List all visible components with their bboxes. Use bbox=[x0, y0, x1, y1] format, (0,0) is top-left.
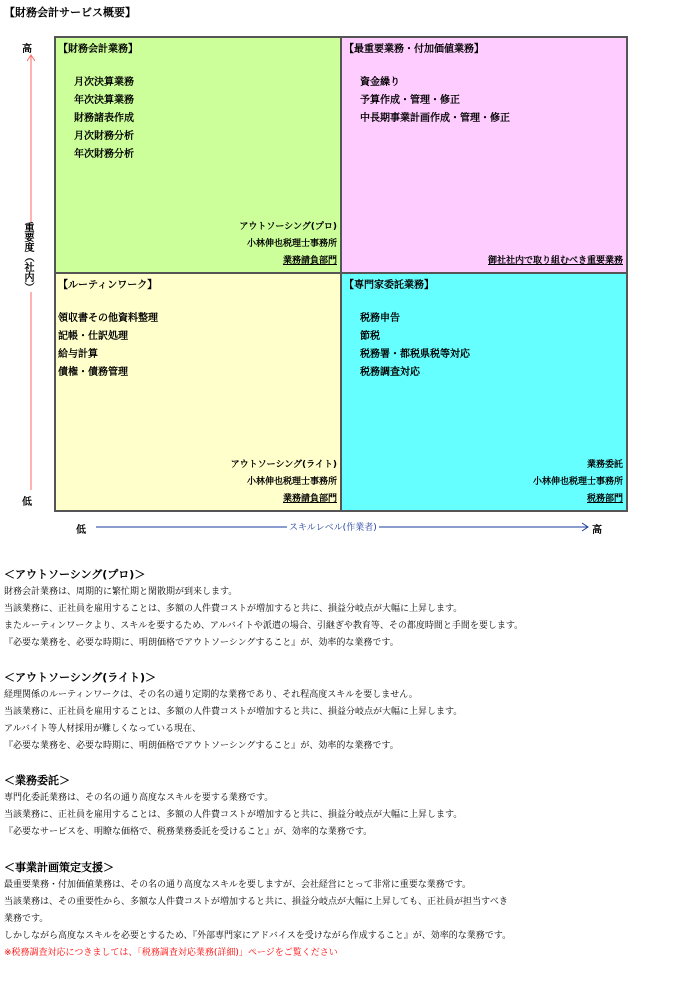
x-axis-label: スキルレベル(作業者) bbox=[287, 520, 379, 533]
list-item: 節税 bbox=[360, 331, 380, 342]
section-line: 業務です。 bbox=[4, 914, 49, 924]
list-item: 給与計算 bbox=[58, 349, 98, 360]
section-line: しかしながら高度なスキルを必要とするため、『外部専門家にアドバイスを受けながら作成すること』が、効率的な業務です。 bbox=[4, 931, 512, 941]
section-heading: ＜事業計画策定支援＞ bbox=[4, 861, 114, 874]
section-line: 専門化委託業務は、その名の通り高度なスキルを要する業務です。 bbox=[4, 793, 274, 803]
section-business-planning-support bbox=[4, 859, 674, 962]
section-line: またルーティンワークより、スキルを要するため、アルバイトや派遣の場合、引継ぎや教育等、その都度時間と手間を要します。 bbox=[4, 621, 524, 631]
list-item: 債権・債務管理 bbox=[58, 367, 128, 378]
section-line: アルバイト等人材採用が難しくなっている現在、 bbox=[4, 724, 202, 734]
x-axis-high-label: 高 bbox=[592, 525, 602, 536]
section-heading: ＜アウトソーシング(ライト)＞ bbox=[4, 671, 157, 684]
section-line: 当該業務に、正社員を雇用することは、多額の人件費コストが増加すると共に、損益分岐点が大幅に上昇します。 bbox=[4, 604, 463, 614]
footer-line: 業務請負部門 bbox=[282, 494, 337, 504]
quadrant-expert-outsourcing bbox=[341, 273, 627, 511]
page-title: 【財務会計サービス概要】 bbox=[4, 6, 136, 19]
footer-line: アウトソーシング(ライト) bbox=[230, 460, 337, 470]
list-item: 税務申告 bbox=[360, 313, 400, 324]
quadrant-title: 【ルーティンワーク】 bbox=[58, 280, 158, 291]
section-line: 当該業務に、正社員を雇用することは、多額の人件費コストが増加すると共に、損益分岐点が大幅に上昇します。 bbox=[4, 707, 463, 717]
list-item: 財務諸表作成 bbox=[74, 113, 134, 124]
section-line: 経理関係のルーティンワークは、その名の通り定期的な業務であり、それ程高度スキルを要しません。 bbox=[4, 690, 418, 700]
list-item: 年次決算業務 bbox=[74, 95, 134, 106]
section-line: 当該業務に、正社員を雇用することは、多額の人件費コストが増加すると共に、損益分岐点が大幅に上昇します。 bbox=[4, 810, 463, 820]
list-item: 税務署・都税県税等対応 bbox=[360, 349, 470, 360]
quadrant-routine-work bbox=[55, 273, 341, 511]
x-axis-low-label: 低 bbox=[76, 525, 86, 536]
quadrant-footer bbox=[239, 219, 337, 270]
service-matrix bbox=[54, 36, 628, 512]
list-item: 領収書その他資料整理 bbox=[58, 313, 158, 324]
quadrant-item-list bbox=[360, 74, 510, 128]
section-outsourcing-pro bbox=[4, 566, 674, 652]
quadrant-core-value-added bbox=[341, 37, 627, 273]
quadrant-item-list bbox=[360, 310, 470, 382]
list-item: 年次財務分析 bbox=[74, 149, 134, 160]
list-item: 資金繰り bbox=[360, 77, 400, 88]
footer-line: 小林伸也税理士事務所 bbox=[246, 239, 337, 249]
quadrant-title: 【最重要業務・付加価値業務】 bbox=[344, 44, 484, 55]
quadrant-item-list bbox=[74, 74, 134, 164]
quadrant-footer bbox=[231, 457, 337, 508]
quadrant-financial-accounting bbox=[55, 37, 341, 273]
list-item: 記帳・仕訳処理 bbox=[58, 331, 128, 342]
footer-line: 税務部門 bbox=[586, 494, 623, 504]
y-axis-high-label: 高 bbox=[22, 44, 32, 55]
tax-audit-page-link[interactable]: ※税務調査対応につきましては、「税務調査対応業務(詳細)」ページをご覧ください bbox=[4, 948, 338, 958]
section-heading: ＜業務委託＞ bbox=[4, 774, 70, 787]
section-line: 『必要な業務を、必要な時期に、明朗価格でアウトソーシングすること』が、効率的な業務です。 bbox=[4, 741, 399, 751]
section-line: 『必要なサービスを、明瞭な価格で、税務業務委託を受けること』が、効率的な業務です。 bbox=[4, 827, 373, 837]
footer-line: 業務請負部門 bbox=[282, 256, 337, 266]
footer-line: 小林伸也税理士事務所 bbox=[532, 477, 623, 487]
list-item: 月次決算業務 bbox=[74, 77, 134, 88]
list-item: 税務調査対応 bbox=[360, 367, 420, 378]
section-business-outsourcing bbox=[4, 772, 674, 841]
y-axis-low-label: 低 bbox=[22, 497, 32, 508]
section-line: 財務会計業務は、周期的に繁忙期と閑散期が到来します。 bbox=[4, 587, 238, 597]
list-item: 予算作成・管理・修正 bbox=[360, 95, 460, 106]
quadrant-footer bbox=[488, 253, 623, 270]
quadrant-item-list bbox=[58, 310, 158, 382]
y-axis-label: 重要度（社内） bbox=[22, 222, 33, 292]
section-line: 『必要な業務を、必要な時期に、明朗価格でアウトソーシングすること』が、効率的な業務です。 bbox=[4, 638, 399, 648]
quadrant-title: 【財務会計業務】 bbox=[58, 44, 138, 55]
section-line: 当該業務は、その重要性から、多額な人件費コストが増加すると共に、損益分岐点が大幅に上昇しても、正社員が担当すべき bbox=[4, 897, 508, 907]
list-item: 月次財務分析 bbox=[74, 131, 134, 142]
section-outsourcing-light bbox=[4, 669, 674, 755]
footer-line: 業務委託 bbox=[586, 460, 623, 470]
footer-line: アウトソーシング(プロ) bbox=[239, 222, 337, 232]
section-heading: ＜アウトソーシング(プロ)＞ bbox=[4, 568, 146, 581]
section-line: 最重要業務・付加価値業務は、その名の通り高度なスキルを要しますが、会社経営にとって非常に重要な業務です。 bbox=[4, 880, 472, 890]
list-item: 中長期事業計画作成・管理・修正 bbox=[360, 113, 510, 124]
quadrant-footer bbox=[533, 457, 623, 508]
footer-line: 御社社内で取り組むべき重要業務 bbox=[487, 256, 623, 266]
quadrant-title: 【専門家委託業務】 bbox=[344, 280, 434, 291]
footer-line: 小林伸也税理士事務所 bbox=[246, 477, 337, 487]
